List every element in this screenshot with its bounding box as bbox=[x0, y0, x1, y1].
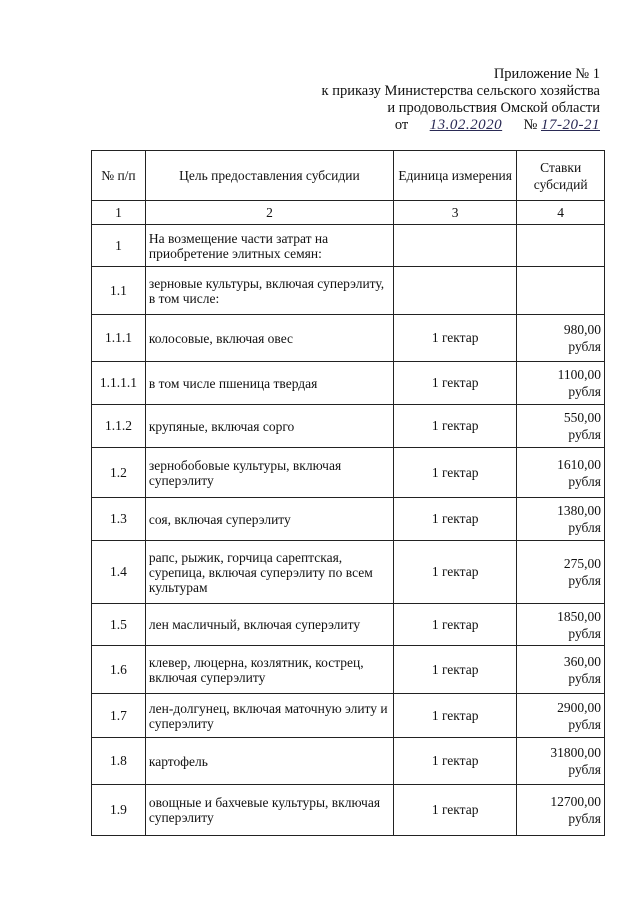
row-unit: 1 гектар bbox=[394, 646, 517, 694]
row-goal: лен масличный, включая суперэлиту bbox=[145, 604, 393, 646]
order-date-number bbox=[270, 117, 600, 134]
col-number-3: 3 bbox=[394, 201, 517, 225]
row-rate-unit: рубля bbox=[568, 762, 601, 777]
row-unit: 1 гектар bbox=[394, 405, 517, 448]
row-number: 1.7 bbox=[92, 694, 146, 738]
row-unit: 1 гектар bbox=[394, 448, 517, 498]
row-rate-value: 360,00 bbox=[563, 653, 601, 669]
row-goal: рапс, рыжик, горчица сарептская, сурепица, включая суперэлиту по всем культурам bbox=[145, 541, 393, 604]
row-unit: 1 гектар bbox=[394, 315, 517, 362]
order-reference: к приказу Министерства сельского хозяйства bbox=[321, 83, 600, 99]
row-rate-cell bbox=[517, 267, 605, 315]
row-goal: крупяные, включая сорго bbox=[145, 405, 393, 448]
row-goal: зернобобовые культуры, включая суперэлиту bbox=[145, 448, 393, 498]
row-rate-unit: рубля bbox=[568, 520, 601, 535]
row-rate-unit: рубля bbox=[568, 811, 601, 826]
row-goal: колосовые, включая овес bbox=[145, 315, 393, 362]
row-goal: в том числе пшеница твердая bbox=[145, 362, 393, 405]
col-number-2: 2 bbox=[145, 201, 393, 225]
row-rate-value: 12700,00 bbox=[550, 794, 601, 809]
table-row bbox=[92, 646, 605, 694]
row-rate-unit: рубля bbox=[568, 573, 601, 588]
table-body bbox=[92, 225, 605, 836]
row-rate-value: 1100,00 bbox=[557, 367, 601, 382]
row-rate-value: 1610,00 bbox=[557, 456, 601, 472]
number-label: № bbox=[523, 117, 538, 133]
row-unit: 1 гектар bbox=[394, 604, 517, 646]
table-row bbox=[92, 498, 605, 541]
ministry-region: и продовольствия Омской области bbox=[387, 100, 600, 116]
row-rate-cell bbox=[517, 646, 605, 694]
row-unit bbox=[394, 225, 517, 267]
header-rate: Ставки субсидий bbox=[517, 151, 605, 201]
row-unit: 1 гектар bbox=[394, 362, 517, 405]
header-goal: Цель предоставления субсидии bbox=[145, 151, 393, 201]
row-rate-value: 550,00 bbox=[563, 410, 601, 425]
column-number-row bbox=[92, 201, 605, 225]
table-row bbox=[92, 315, 605, 362]
header-unit: Единица измерения bbox=[394, 151, 517, 201]
row-rate-unit: рубля bbox=[568, 670, 601, 686]
row-rate-cell bbox=[517, 448, 605, 498]
row-rate-cell bbox=[517, 315, 605, 362]
row-goal: овощные и бахчевые культуры, включая суперэлиту bbox=[145, 785, 393, 836]
header-num: № п/п bbox=[92, 151, 146, 201]
row-rate-cell bbox=[517, 604, 605, 646]
row-goal: лен-долгунец, включая маточную элиту и суперэлиту bbox=[145, 694, 393, 738]
table-row bbox=[92, 267, 605, 315]
row-rate-cell bbox=[517, 362, 605, 405]
row-number: 1.6 bbox=[92, 646, 146, 694]
col-number-4: 4 bbox=[517, 201, 605, 225]
row-goal: зерновые культуры, включая суперэлиту, в том числе: bbox=[145, 267, 393, 315]
from-label: от bbox=[394, 117, 409, 133]
handwritten-number: 17-20-21 bbox=[541, 117, 600, 133]
row-number: 1.4 bbox=[92, 541, 146, 604]
row-number: 1.1.2 bbox=[92, 405, 146, 448]
table-row bbox=[92, 604, 605, 646]
table-row bbox=[92, 362, 605, 405]
row-unit: 1 гектар bbox=[394, 541, 517, 604]
row-unit: 1 гектар bbox=[394, 785, 517, 836]
row-rate-unit: рубля bbox=[568, 339, 601, 354]
row-goal: картофель bbox=[145, 738, 393, 785]
row-goal: клевер, люцерна, козлятник, кострец, включая суперэлиту bbox=[145, 646, 393, 694]
table-row bbox=[92, 405, 605, 448]
row-number: 1.2 bbox=[92, 448, 146, 498]
row-rate-unit: рубля bbox=[568, 716, 601, 732]
table-row bbox=[92, 785, 605, 836]
row-rate-cell bbox=[517, 738, 605, 785]
row-rate-cell bbox=[517, 498, 605, 541]
row-rate-cell bbox=[517, 541, 605, 604]
document-header bbox=[270, 66, 600, 134]
table-row bbox=[92, 225, 605, 267]
table-row bbox=[92, 694, 605, 738]
row-rate-value: 31800,00 bbox=[550, 745, 601, 760]
row-number: 1.1 bbox=[92, 267, 146, 315]
row-rate-value: 275,00 bbox=[563, 556, 601, 571]
row-number: 1.1.1.1 bbox=[92, 362, 146, 405]
col-number-1: 1 bbox=[92, 201, 146, 225]
row-rate-cell bbox=[517, 405, 605, 448]
row-number: 1 bbox=[92, 225, 146, 267]
row-rate-value: 2900,00 bbox=[557, 699, 601, 715]
appendix-title: Приложение № 1 bbox=[493, 66, 600, 82]
row-rate-cell bbox=[517, 225, 605, 267]
row-rate-cell bbox=[517, 694, 605, 738]
row-rate-unit: рубля bbox=[568, 384, 601, 399]
row-unit: 1 гектар bbox=[394, 498, 517, 541]
row-rate-unit: рубля bbox=[568, 427, 601, 442]
row-number: 1.5 bbox=[92, 604, 146, 646]
row-rate-value: 980,00 bbox=[563, 322, 601, 337]
row-rate-value: 1380,00 bbox=[557, 503, 601, 518]
handwritten-date: 13.02.2020 bbox=[429, 117, 503, 133]
row-goal: На возмещение части затрат на приобретение элитных семян: bbox=[145, 225, 393, 267]
table-header-row bbox=[92, 151, 605, 201]
row-rate-unit: рубля bbox=[568, 625, 601, 641]
row-number: 1.9 bbox=[92, 785, 146, 836]
row-rate-cell bbox=[517, 785, 605, 836]
table-row bbox=[92, 738, 605, 785]
row-number: 1.8 bbox=[92, 738, 146, 785]
row-rate-value: 1850,00 bbox=[557, 608, 601, 624]
row-unit: 1 гектар bbox=[394, 694, 517, 738]
table-row bbox=[92, 448, 605, 498]
row-unit: 1 гектар bbox=[394, 738, 517, 785]
table-row bbox=[92, 541, 605, 604]
row-rate-unit: рубля bbox=[568, 473, 601, 489]
row-unit bbox=[394, 267, 517, 315]
subsidy-rates-table bbox=[91, 150, 605, 836]
row-number: 1.1.1 bbox=[92, 315, 146, 362]
row-goal: соя, включая суперэлиту bbox=[145, 498, 393, 541]
row-number: 1.3 bbox=[92, 498, 146, 541]
